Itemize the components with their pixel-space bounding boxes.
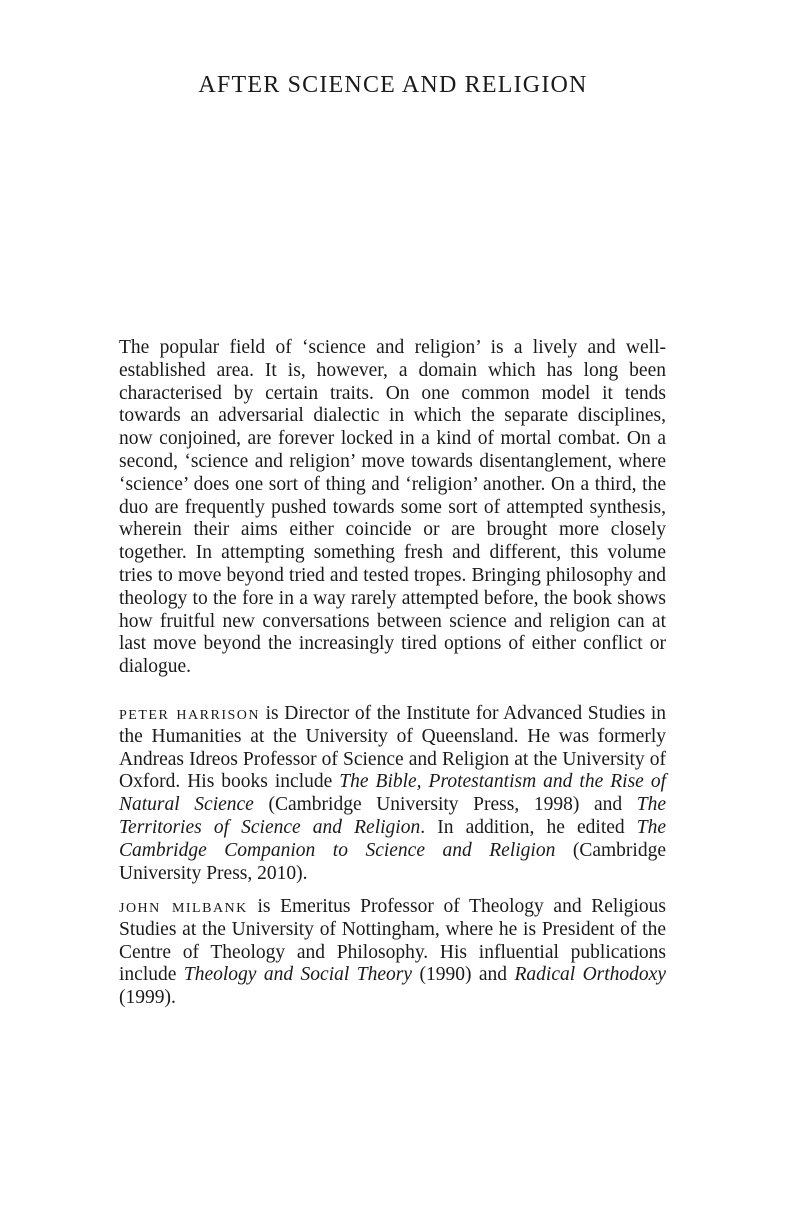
bio-text: (1999). [119, 987, 176, 1009]
bio-text: is Emeritus Professor of Theology and Religious Studies at the University of Nottingham, where he is President of the Centre of Theology and Philosophy. His influential publications include [119, 896, 666, 986]
bio-text: is Director of the Institute for Advanced Studies in the Humanities at the University of Queensland. He was formerly Andreas Idreos Professor of Science and Religion at the University of Oxford. His books include [119, 703, 666, 793]
book-title: The Territories of Science and Religion [119, 794, 666, 838]
book-title: The Cambridge Companion to Science and Religion [119, 816, 667, 861]
book-title: Radical Orthodoxy [514, 964, 666, 986]
author-name-harrison: peter harrison [119, 703, 260, 724]
author-bio-milbank [119, 896, 666, 1010]
author-name-milbank: john milbank [119, 896, 248, 917]
page-title: AFTER SCIENCE AND RELIGION [198, 72, 588, 98]
book-title: Theology and Social Theory [183, 964, 412, 986]
book-blurb: The popular field of ‘science and religion’ is a lively and well-established area. It is, however, a domain which has long been characterised by certain traits. On one common model it tends towards an adversarial dialectic in which the separate disciplines, now conjoined, are forever locked in a kind of mortal combat. On a second, ‘science and religion’ move towards disentanglement, where ‘science’ does one sort of thing and ‘religion’ another. On a third, the duo are frequently pushed towards some sort of attempted synthesis, wherein their aims either coincide or are brought more closely together. In attempting something fresh and different, this volume tries to move beyond tried and tested tropes. Bringing philosophy and theology to the fore in a way rarely attempted before, the book shows how fruitful new conversations between science and religion can at last move beyond the increasingly tired options of either conflict or dialogue. [119, 337, 666, 678]
bio-text: (1990) and [412, 964, 515, 986]
author-bio-harrison [119, 703, 666, 885]
bio-text: (Cambridge University Press, 1998) and [253, 794, 637, 816]
bio-text: . In addition, he edited [420, 816, 637, 838]
book-title: The Bible, Protestantism and the Rise of Natural Science [119, 771, 666, 816]
bio-text: (Cambridge University Press, 2010). [119, 839, 666, 884]
